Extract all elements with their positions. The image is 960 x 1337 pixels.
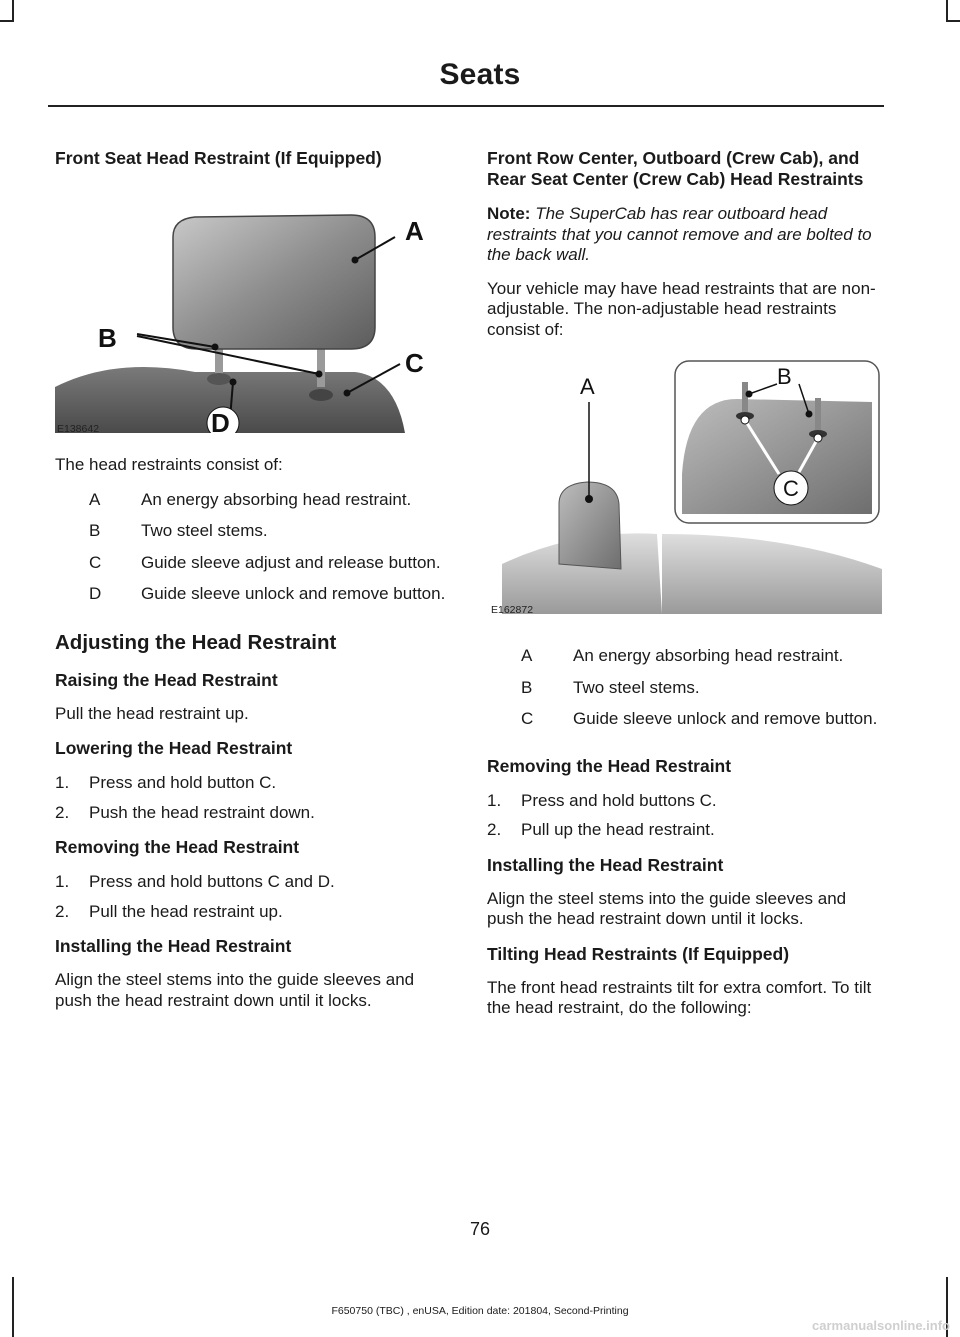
note-label: Note: — [487, 204, 531, 223]
raising-text: Pull the head restraint up. — [55, 703, 249, 723]
step-item — [55, 902, 453, 923]
callout-label-d: D — [211, 408, 230, 433]
step-item — [55, 803, 453, 824]
subsection-title-installing: Installing the Head Restraint — [487, 854, 724, 875]
legend-item — [487, 646, 882, 667]
legend-key: D — [89, 584, 102, 603]
figure-id: E162872 — [491, 604, 534, 616]
legend-key: A — [521, 646, 533, 665]
page-title: Seats — [439, 58, 521, 91]
removing-steps — [487, 791, 882, 841]
figure-front-head-restraint — [55, 157, 453, 433]
legend-center — [487, 646, 882, 730]
step-text: Pull up the head restraint. — [521, 820, 715, 839]
callout-label-b: B — [777, 364, 792, 389]
legend-front — [55, 490, 453, 605]
step-text: Push the head restraint down. — [89, 802, 315, 822]
crop-mark — [946, 20, 960, 22]
center-restraint-illustration — [487, 354, 882, 616]
subsection-title-lowering: Lowering the Head Restraint — [55, 738, 293, 758]
guide-sleeve-right — [309, 389, 333, 401]
header-divider — [48, 105, 884, 107]
step-number: 2. — [55, 901, 70, 921]
inset-stem-left — [742, 382, 748, 412]
crop-mark — [0, 20, 14, 22]
section-title-center-outboard: Front Row Center, Outboard (Crew Cab), and Rear Seat Center (Crew Cab) Head Restraints — [487, 148, 864, 189]
right-column — [487, 148, 882, 1019]
section-title-front-seat: Front Seat Head Restraint (If Equipped) — [55, 148, 382, 168]
step-number: 1. — [55, 773, 70, 792]
legend-item — [55, 490, 453, 511]
step-text: Press and hold buttons C. — [521, 790, 717, 810]
legend-text: Guide sleeve unlock and remove button. — [141, 584, 446, 603]
legend-text: An energy absorbing head restraint. — [573, 646, 844, 665]
page-number: 76 — [469, 1219, 491, 1239]
lowering-steps — [55, 773, 453, 823]
legend-text: Guide sleeve adjust and release button. — [141, 552, 441, 572]
step-number: 2. — [55, 802, 70, 822]
subsection-title-installing: Installing the Head Restraint — [55, 936, 292, 956]
callout-dot-b1 — [746, 391, 753, 398]
subsection-title-removing: Removing the Head Restraint — [487, 755, 732, 776]
intro-text: Your vehicle may have head restraints that are non-adjustable. The non-adjustable head restraints consist of: — [487, 278, 876, 339]
figure-id: E138642 — [57, 423, 100, 435]
head-restraint-shape — [173, 215, 375, 349]
head-restraint-illustration — [55, 157, 453, 433]
step-text: Pull the head restraint up. — [89, 901, 283, 921]
legend-item — [487, 709, 882, 730]
left-column — [55, 148, 453, 1011]
subsection-title-raising: Raising the Head Restraint — [55, 669, 278, 690]
legend-key: C — [521, 709, 534, 728]
legend-key: B — [521, 677, 533, 697]
center-head-restraint-shape — [559, 482, 621, 569]
legend-key: B — [89, 521, 101, 540]
callout-dot-b1 — [212, 344, 219, 351]
crop-mark — [946, 0, 948, 22]
callout-dot-c — [344, 390, 351, 397]
crop-mark — [12, 0, 14, 22]
intro-text: The head restraints consist of: — [55, 455, 283, 474]
note-text: The SuperCab has rear outboard head restraints that you cannot remove and are bolted to the back wall. — [487, 204, 872, 264]
legend-text: Guide sleeve unlock and remove button. — [573, 709, 878, 728]
callout-dot-a — [352, 257, 359, 264]
removing-steps — [55, 872, 453, 922]
callout-dot-b2 — [316, 371, 323, 378]
callout-label-c: C — [783, 476, 799, 501]
step-item — [55, 872, 453, 893]
callout-dot-b2 — [806, 411, 813, 418]
tilting-text: The front head restraints tilt for extra comfort. To tilt the head restraint, do the following: — [487, 977, 872, 1017]
note-paragraph — [487, 204, 882, 266]
step-number: 1. — [55, 872, 70, 891]
watermark: carmanualsonline.info — [812, 1318, 950, 1333]
installing-text: Align the steel stems into the guide sleeves and push the head restraint down until it locks. — [55, 970, 415, 1010]
edition-info: F650750 (TBC) , enUSA, Edition date: 201804, Second-Printing — [331, 1305, 629, 1317]
step-item — [55, 773, 453, 794]
legend-item — [55, 521, 453, 542]
callout-label-a: A — [580, 374, 595, 399]
subsection-title-tilting: Tilting Head Restraints (If Equipped) — [487, 943, 790, 964]
callout-label-c: C — [405, 348, 424, 378]
legend-item — [487, 678, 882, 699]
section-title-adjusting: Adjusting the Head Restraint — [55, 630, 337, 654]
legend-text: Two steel stems. — [141, 521, 268, 540]
inset-stem-right — [815, 398, 821, 430]
legend-key: A — [89, 489, 101, 509]
callout-dot-c1 — [741, 416, 749, 424]
callout-label-a: A — [405, 216, 424, 246]
seat-right-shape — [662, 534, 882, 614]
legend-text: An energy absorbing head restraint. — [141, 489, 412, 509]
legend-item — [55, 553, 453, 574]
callout-dot-c2 — [814, 434, 822, 442]
step-number: 2. — [487, 820, 502, 839]
figure-center-head-restraint — [487, 354, 882, 616]
step-item — [487, 791, 882, 812]
step-text: Press and hold buttons C and D. — [89, 872, 335, 891]
subsection-title-removing: Removing the Head Restraint — [55, 837, 300, 857]
guide-sleeve-left — [207, 373, 231, 385]
callout-dot-d — [230, 379, 237, 386]
legend-item — [55, 584, 453, 605]
legend-key: C — [89, 552, 102, 572]
callout-dot-a — [585, 495, 593, 503]
callout-label-b: B — [98, 323, 117, 353]
step-item — [487, 820, 882, 841]
step-text: Press and hold button C. — [89, 773, 277, 792]
step-number: 1. — [487, 790, 502, 810]
installing-text: Align the steel stems into the guide sleeves and push the head restraint down until it locks. — [487, 888, 847, 928]
legend-text: Two steel stems. — [573, 677, 700, 697]
